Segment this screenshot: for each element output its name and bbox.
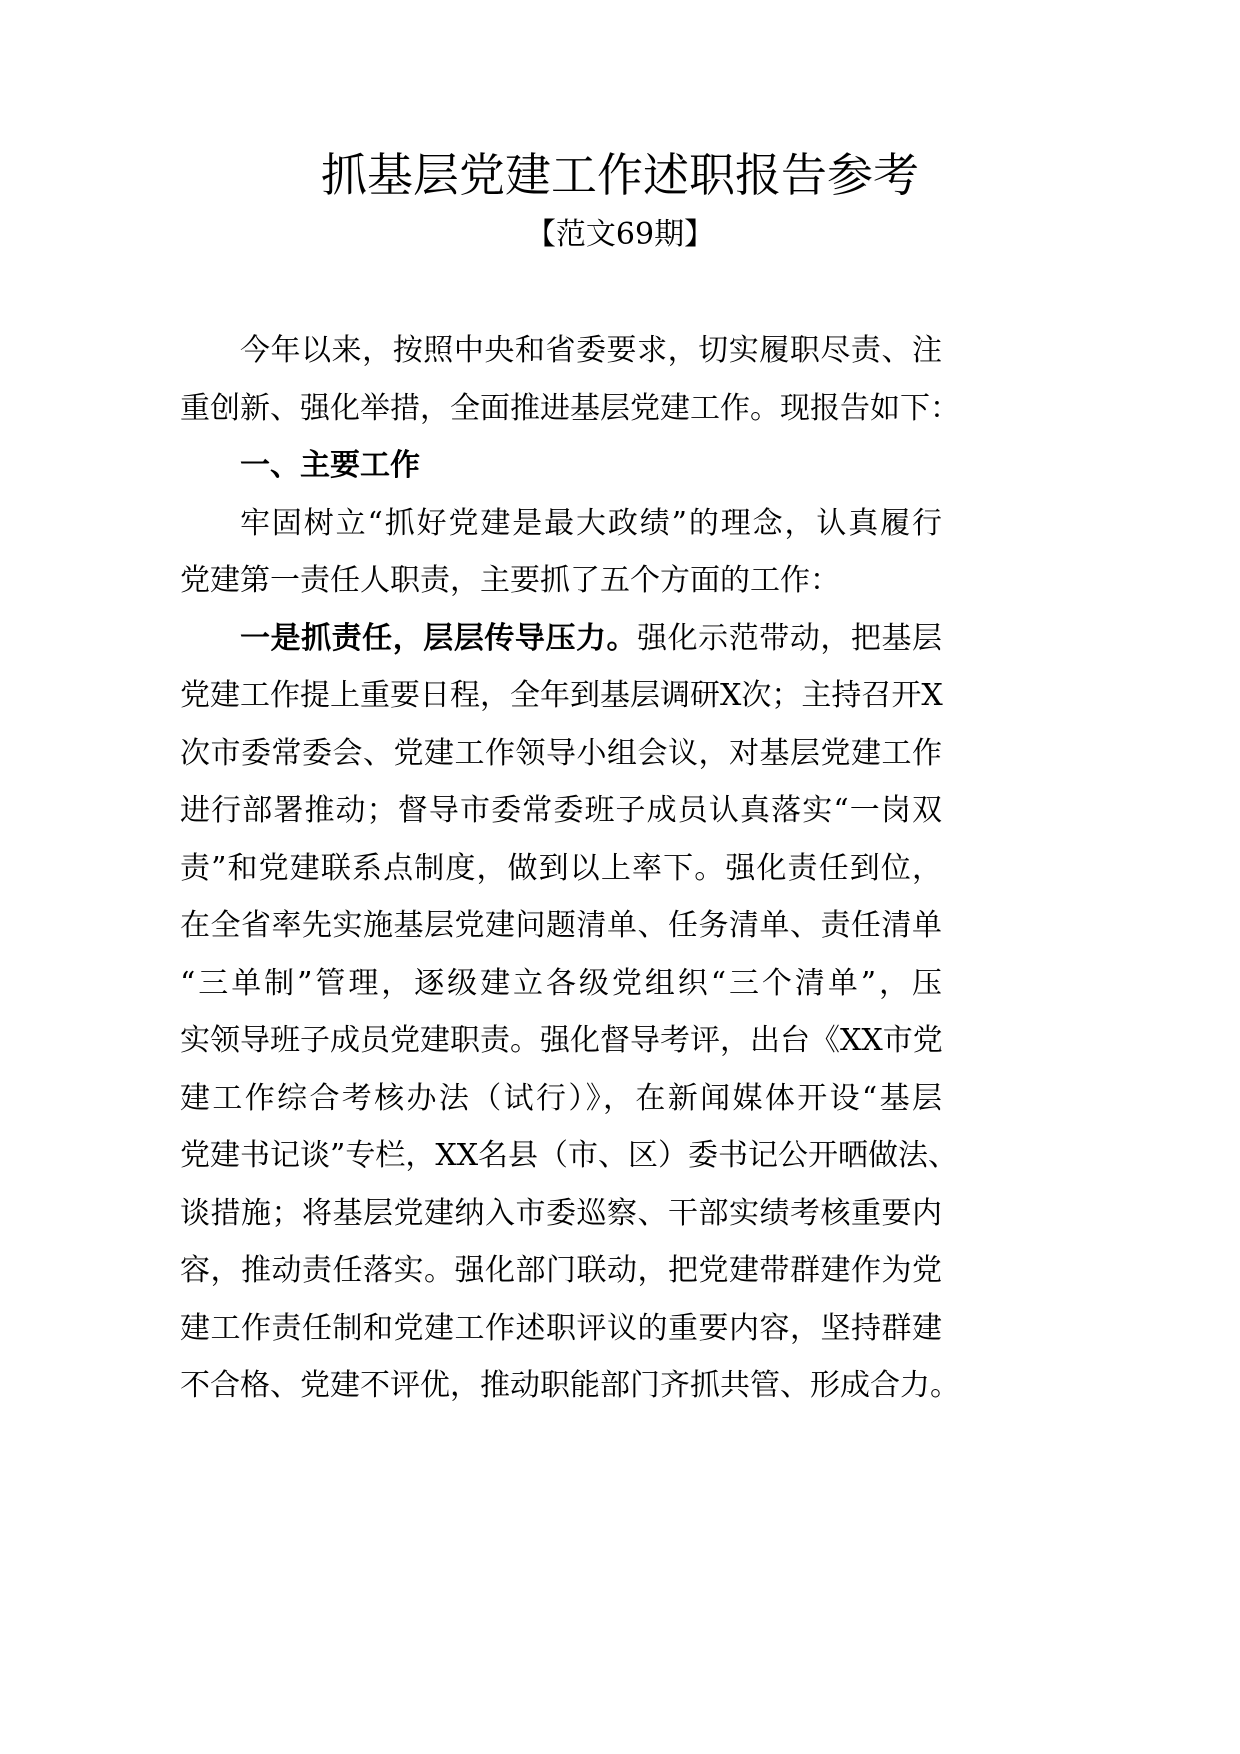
body-line: 重创新、强化举措，全面推进基层党建工作。现报告如下：	[180, 390, 960, 426]
body-line: 党建第一责任人职责，主要抓了五个方面的工作：	[180, 563, 840, 598]
body-line: 牢固树立“抓好党建是最大政绩”的理念，认真履行	[240, 505, 942, 541]
body-line	[180, 610, 942, 668]
section-heading: 一、主要工作	[240, 448, 420, 483]
body-line: 容，推动责任落实。强化部门联动，把党建带群建作为党	[180, 1253, 942, 1288]
body-line: “三单制”管理，逐级建立各级党组织“三个清单”，压	[180, 965, 942, 1001]
body-line: 谈措施；将基层党建纳入市委巡察、干部实绩考核重要内	[180, 1195, 942, 1231]
body-line: 次市委常委会、党建工作领导小组会议，对基层党建工作	[180, 735, 942, 771]
document-title: 抓基层党建工作述职报告参考	[321, 148, 919, 202]
body-line: 建工作责任制和党建工作述职评议的重要内容，坚持群建	[180, 1310, 942, 1346]
document-body	[180, 322, 960, 1415]
document-subtitle: 【范文69期】	[525, 217, 715, 252]
body-line: 进行部署推动；督导市委常委班子成员认真落实“一岗双	[180, 793, 942, 828]
body-line: 不合格、党建不评优，推动职能部门齐抓共管、形成合力。	[180, 1368, 960, 1403]
body-text: 强化示范带动，把基层	[637, 620, 943, 656]
body-line: 实领导班子成员党建职责。强化督导考评，出台《XX市党	[180, 1023, 943, 1058]
body-line: 今年以来，按照中央和省委要求，切实履职尽责、注	[240, 333, 942, 368]
body-line: 在全省率先实施基层党建问题清单、任务清单、责任清单	[180, 908, 942, 943]
body-line: 党建书记谈”专栏，XX名县（市、区）委书记公开晒做法、	[180, 1138, 959, 1173]
body-line: 建工作综合考核办法（试行）》，在新闻媒体开设“基层	[180, 1080, 942, 1116]
body-line: 责”和党建联系点制度，做到以上率下。强化责任到位，	[180, 850, 942, 886]
bold-lead-text: 一是抓责任，层层传导压力。	[240, 620, 638, 656]
body-line: 党建工作提上重要日程，全年到基层调研X次；主持召开X	[180, 678, 943, 713]
